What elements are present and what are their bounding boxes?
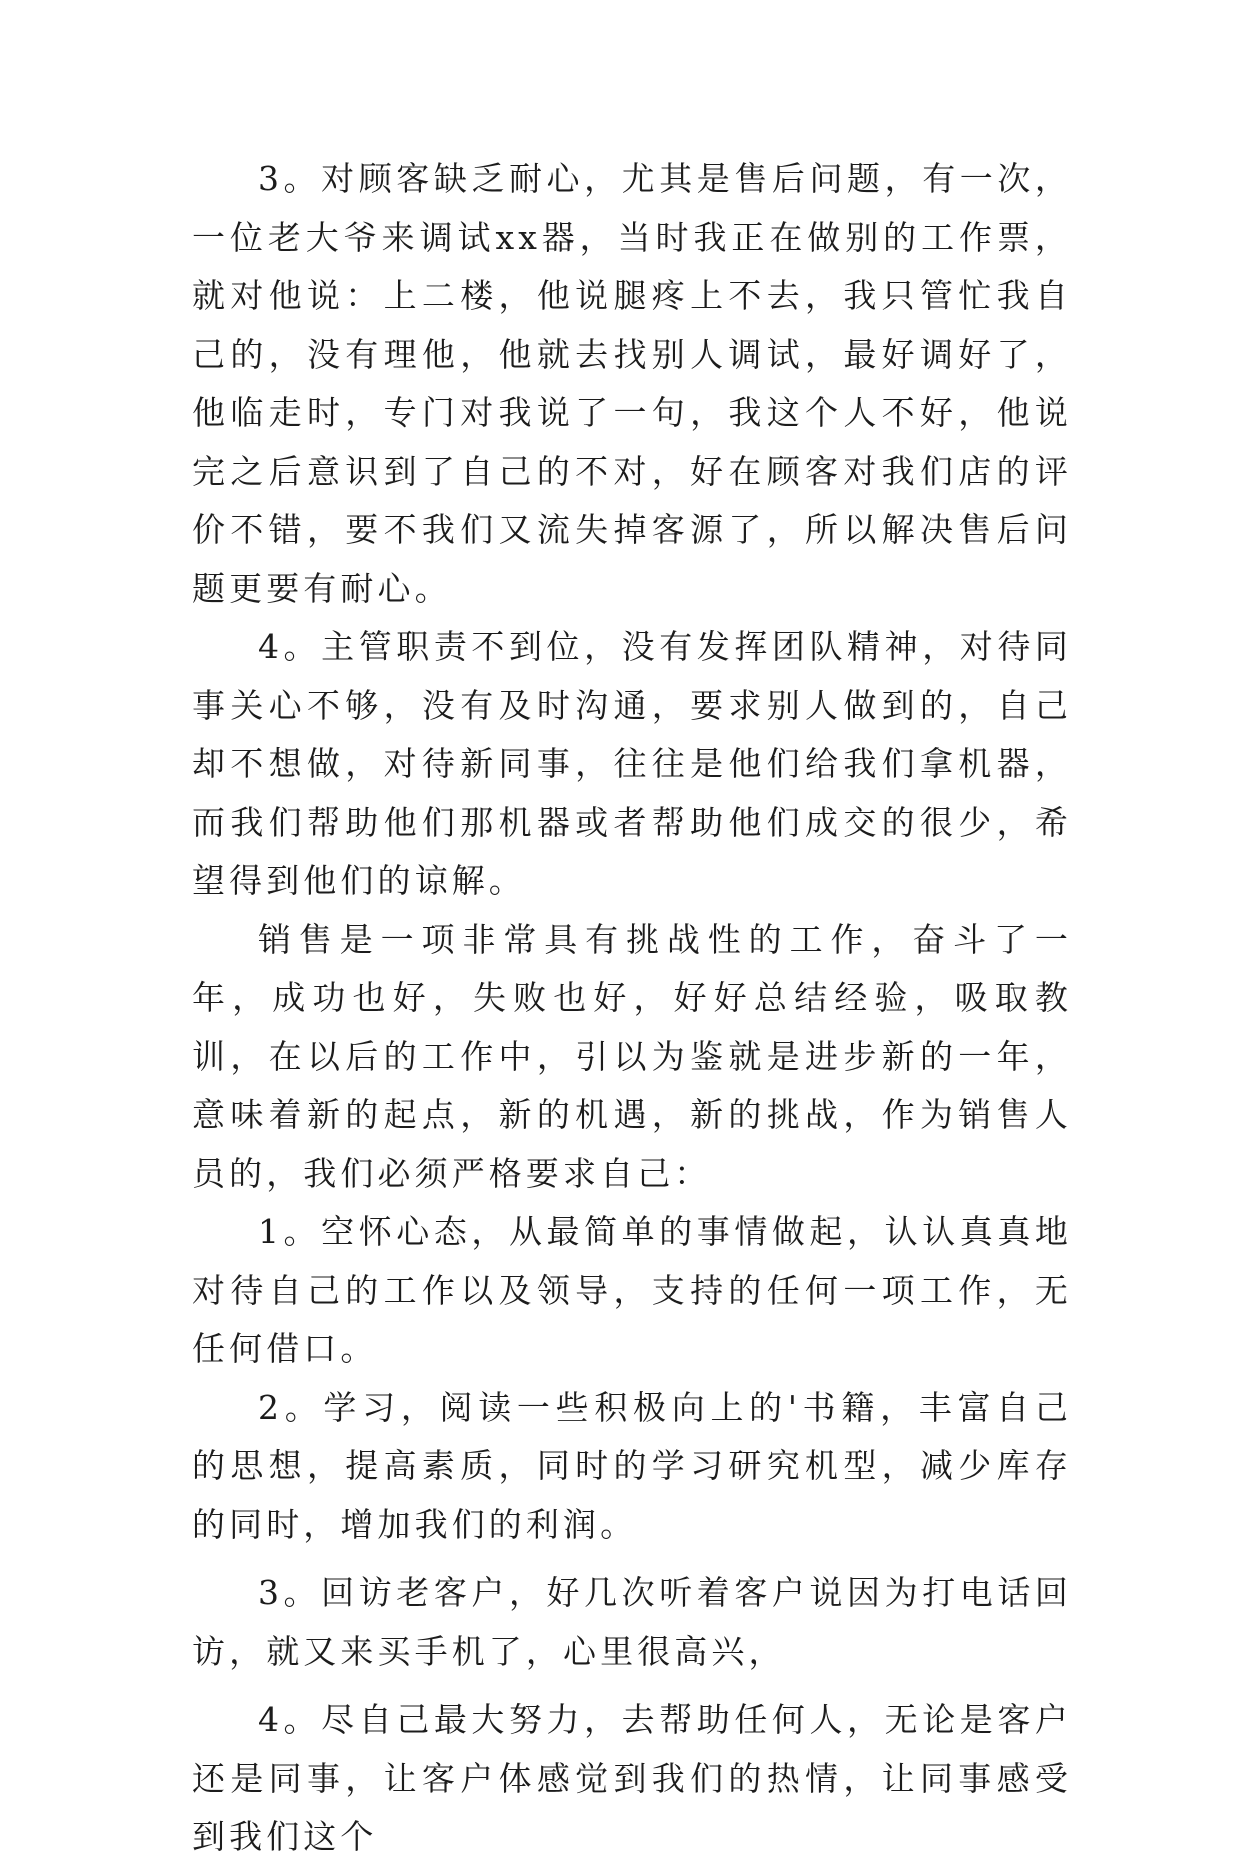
paragraph-help-others: 4。尽自己最大努力，去帮助任何人，无论是客户还是同事，让客户体感觉到我们的热情，让同事感受到我们这个 xyxy=(192,1700,1072,1856)
paragraph-sales-challenge: 销售是一项非常具有挑战性的工作，奋斗了一年，成功也好，失败也好，好好总结经验，吸取教训，在以后的工作中，引以为鉴就是进步新的一年，意味着新的起点，新的机遇，新的挑战，作为销售人员的，我们必须严格要求自己： xyxy=(192,919,1072,1193)
paragraph-after-sales-patience: 3。对顾客缺乏耐心，尤其是售后问题，有一次，一位老大爷来调试xx器，当时我正在做别的工作票，就对他说：上二楼，他说腿疼上不去，我只管忙我自己的，没有理他，他就去找别人调试，最好调好了，他临走时，专门对我说了一句，我这个人不好，他说完之后意识到了自己的不对，好在顾客对我们店的评价不错，要不我们又流失掉客源了，所以解决售后问题更要有耐心。 xyxy=(192,159,1072,608)
paragraph-learning: 2。学习，阅读一些积极向上的'书籍，丰富自己的思想，提高素质，同时的学习研究机型，减少库存的同时，增加我们的利润。 xyxy=(192,1387,1072,1544)
paragraph-mindset: 1。空怀心态，从最简单的事情做起，认认真真地对待自己的工作以及领导，支持的任何一项工作，无任何借口。 xyxy=(192,1212,1072,1368)
paragraph-revisit-customers: 3。回访老客户，好几次听着客户说因为打电话回访，就又来买手机了，心里很高兴， xyxy=(192,1573,1072,1671)
paragraph-supervisor-duty: 4。主管职责不到位，没有发挥团队精神，对待同事关心不够，没有及时沟通，要求别人做到的，自己却不想做，对待新同事，往往是他们给我们拿机器，而我们帮助他们那机器或者帮助他们成交的很少，希望得到他们的谅解。 xyxy=(192,627,1072,900)
document-body xyxy=(192,150,1072,1867)
